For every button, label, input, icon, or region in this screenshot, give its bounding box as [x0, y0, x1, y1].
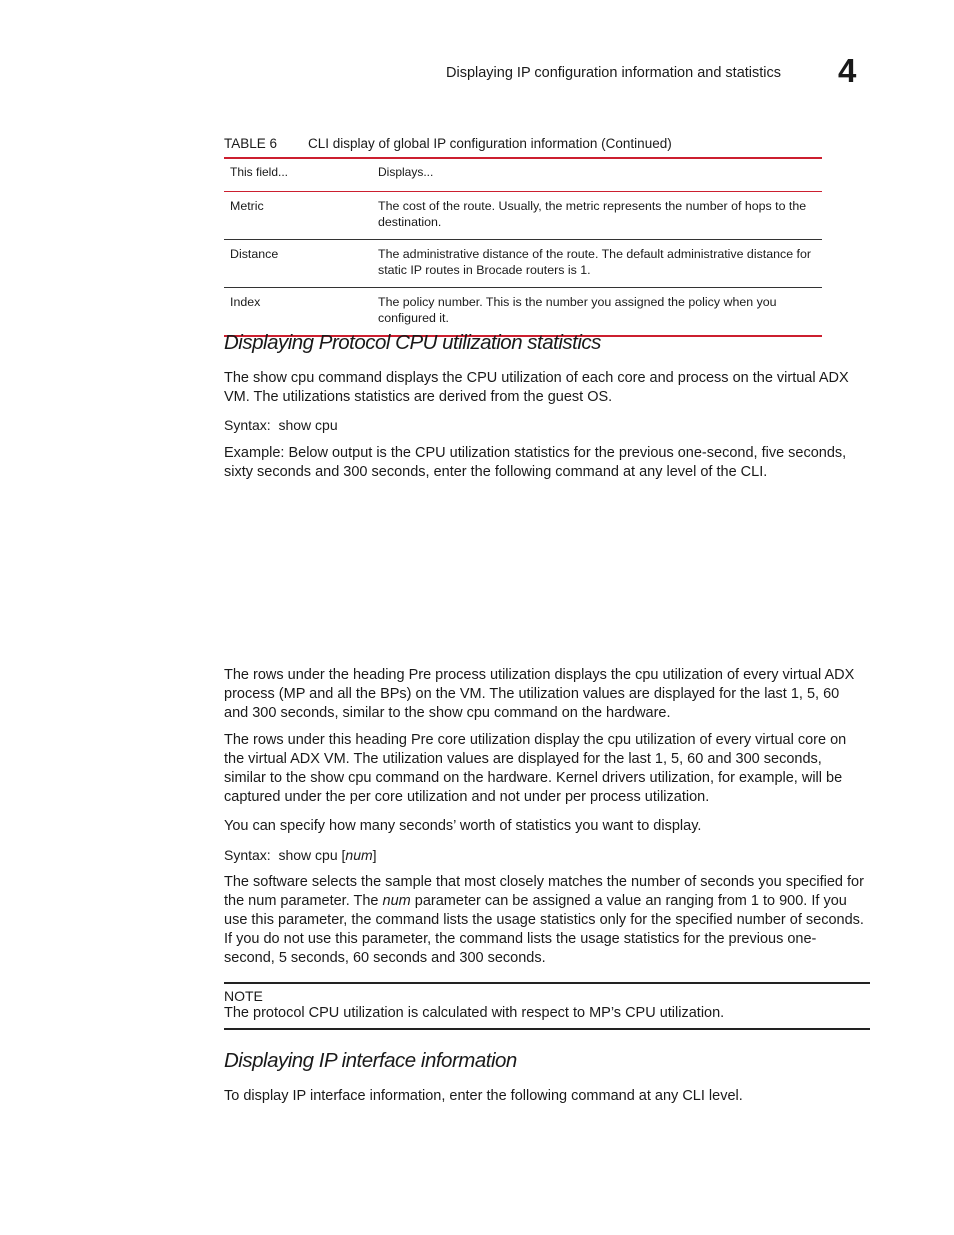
paragraph-intro — [224, 369, 864, 407]
section-heading-cpu: Displaying Protocol CPU utilization statistics — [224, 331, 601, 354]
column-header-displays: Displays... — [378, 165, 434, 179]
term-pre-core: Pre core utilization — [411, 732, 531, 748]
chapter-number: 4 — [838, 52, 857, 89]
text: parameter can be assigned a value an ranging from 1 to 900. If you use this parameter, the command lists the usage statistics only for the specified number of seconds. If you do not use this parameter, the command lists the usage statistics for the previous one-second, 5 seconds, 60 seconds and 300 seconds. — [224, 893, 864, 966]
paragraph-pre-core — [224, 731, 864, 807]
note-label: NOTE — [224, 988, 263, 1004]
paragraph-software — [224, 873, 864, 968]
table-row — [224, 239, 822, 287]
syntax-label: Syntax: — [224, 847, 271, 863]
text: The rows under the heading — [224, 667, 409, 683]
section-heading-ip-interface: Displaying IP interface information — [224, 1049, 517, 1072]
command-output-area — [224, 490, 864, 660]
syntax-label: Syntax: — [224, 417, 271, 433]
table-cell-desc: The cost of the route. Usually, the metric represents the number of hops to the destination. — [378, 198, 807, 229]
running-header-title: Displaying IP configuration information and statistics — [446, 65, 782, 81]
table-cell-field: Index — [230, 294, 261, 309]
text: ] — [372, 847, 377, 863]
text: The — [224, 370, 254, 386]
table-cell-field: Metric — [230, 198, 264, 213]
table-label: TABLE 6 — [224, 136, 278, 151]
syntax-line — [224, 416, 864, 435]
syntax-command: show cpu — [278, 847, 338, 863]
text: [ — [337, 847, 346, 863]
table-cell-desc: The policy number. This is the number you assigned the policy when you configured it. — [378, 294, 777, 325]
syntax-param: num — [345, 847, 373, 863]
note-text: The protocol CPU utilization is calculated with respect to MP’s CPU utilization. — [224, 1005, 725, 1021]
text: command displays the CPU utilization of each core and process on the virtual ADX VM. The utilizations statistics are derived from the guest OS. — [224, 370, 849, 405]
text: The rows under this heading — [224, 732, 411, 748]
ip-config-table — [224, 157, 822, 337]
table-header-row — [224, 158, 822, 191]
table-cell-desc: The administrative distance of the route. The default administrative distance for static IP routes in Brocade routers is 1. — [378, 246, 811, 277]
table-row — [224, 191, 822, 239]
column-header-field: This field... — [230, 165, 289, 179]
term-pre-process: Pre process utilization — [408, 667, 551, 683]
text: displays the cpu utilization of every virtual ADX process (MP and all the BPs) on the VM. The utilization values are displayed for the last 1, 5, 60 and 300 seconds, similar to the show cpu command on the hardware. — [224, 667, 855, 721]
paragraph-specify: You can specify how many seconds’ worth of statistics you want to display. — [224, 818, 702, 834]
text: The software selects the sample that most closely matches the number of seconds you specified for the num parameter. The — [224, 874, 864, 909]
param-num: num — [382, 893, 411, 909]
paragraph-example: Example: Below output is the CPU utilization statistics for the previous one-second, five seconds, sixty seconds and 300 seconds, enter the following command at any level of the CLI. — [224, 445, 847, 480]
syntax-line-num — [224, 846, 864, 865]
table-cell-field: Distance — [230, 246, 279, 261]
table-title: CLI display of global IP configuration information (Continued) — [308, 136, 672, 151]
table-row — [224, 287, 822, 336]
command-show-cpu: show cpu — [253, 370, 315, 386]
syntax-command: show cpu — [278, 417, 338, 433]
note-box — [224, 982, 870, 1030]
text: display the cpu utilization of every virtual core on the virtual ADX VM. The utilization values are displayed for the last 1, 5, 60 and 300 seconds, similar to the show cpu command on the hardware. Kernel drivers utilization, for example, will be captured under the per core utilization and not under per process utilization. — [224, 732, 847, 805]
paragraph-ip-interface: To display IP interface information, enter the following command at any CLI level. — [224, 1088, 743, 1104]
paragraph-pre-process — [224, 666, 864, 723]
